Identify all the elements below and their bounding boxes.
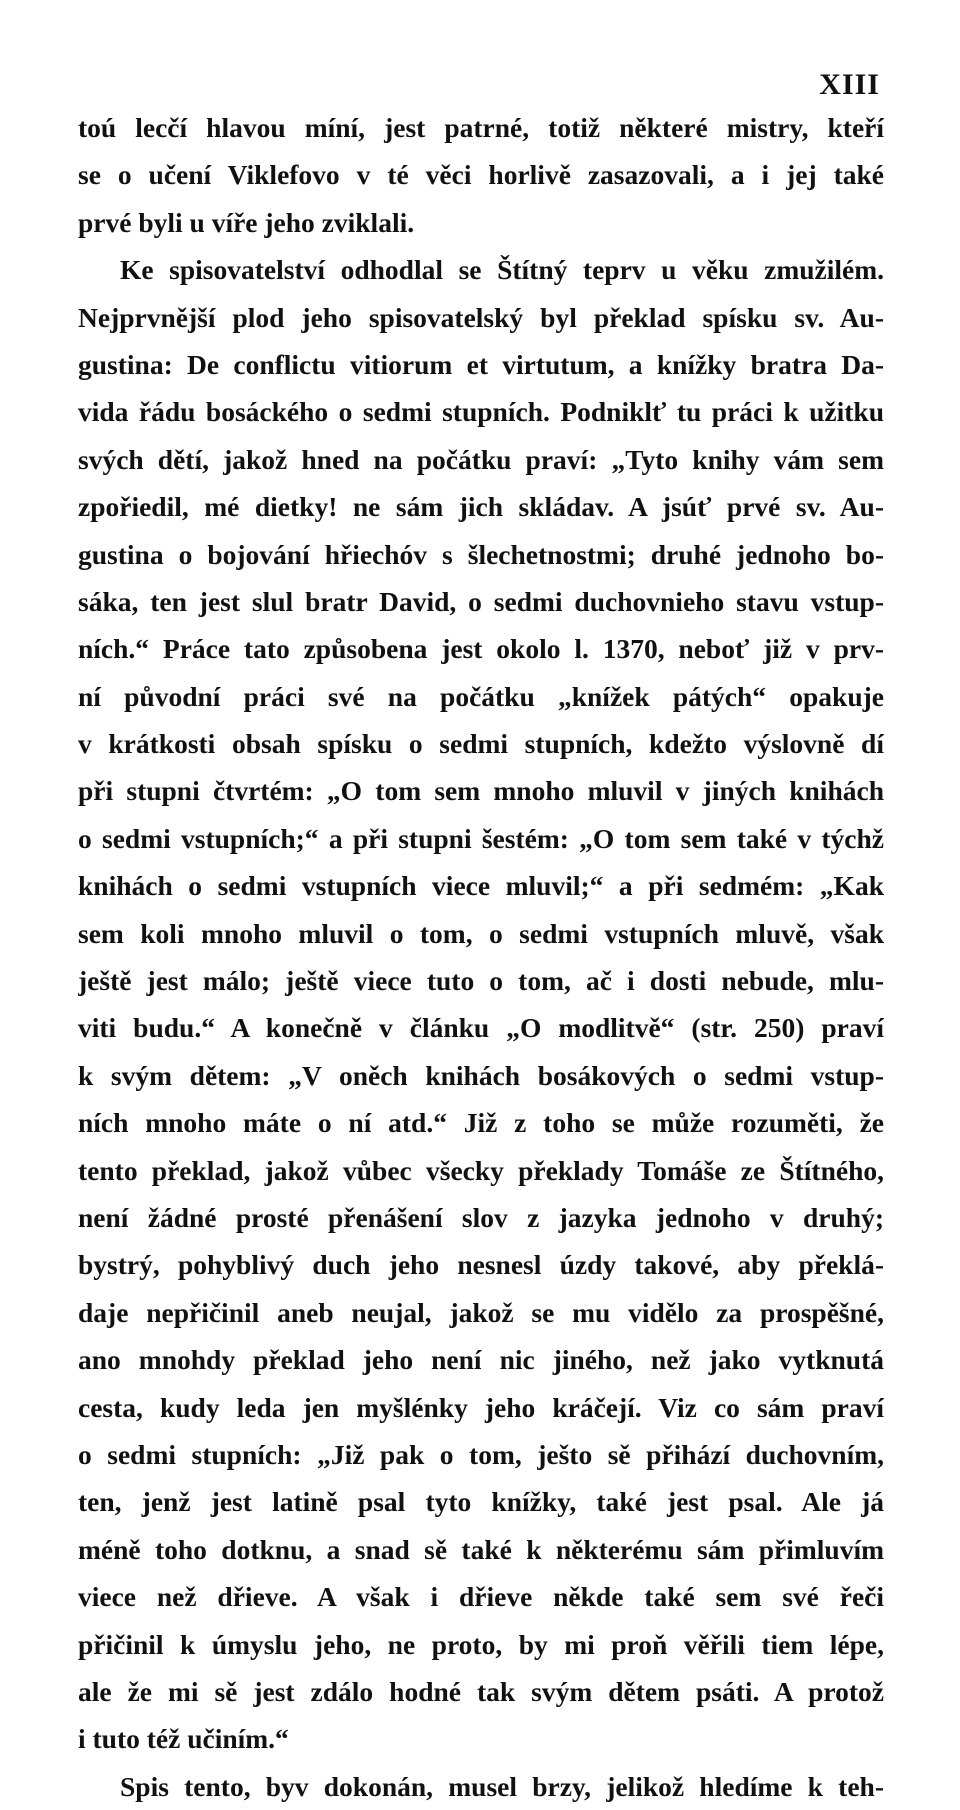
text-line: tento překlad, jakož vůbec všecky překlady Tomáše ze Štítného, (78, 1154, 884, 1186)
text-line: sem koli mnoho mluvil o tom, o sedmi vstupních mluvě, však (78, 917, 884, 949)
text-line: gustina: De conflictu vitiorum et virtutum, a knížky bratra Da- (78, 348, 884, 380)
text-line: toú lecčí hlavou míní, jest patrné, totiž některé mistry, kteří (78, 112, 884, 143)
text-line: knihách o sedmi vstupních viece mluvil;“ a při sedmém: „Kak (78, 870, 884, 902)
text-line: daje nepřičinil aneb neujal, jakož se mu vidělo za prospěšné, (78, 1296, 884, 1328)
text-line: vida řádu bosáckého o sedmi stupních. Podniklť tu práci k užitku (78, 396, 884, 428)
text-line: viti budu.“ A konečně v článku „O modlitvě“ (str. 250) praví (78, 1012, 884, 1044)
text-line: gustina o bojování hřiechóv s šlechetnostmi; druhé jednoho bo- (78, 538, 884, 570)
text-line: bystrý, pohyblivý duch jeho nesnesl úzdy takové, aby překlá- (78, 1249, 884, 1281)
text-line: při stupni čtvrtém: „O tom sem mnoho mluvil v jiných knihách (78, 775, 884, 807)
text-line: sáka, ten jest slul bratr David, o sedmi duchovnieho stavu vstup- (78, 585, 884, 617)
text-line: zpořiedil, mé dietky! ne sám jich skládav. A jsúť prvé sv. Au- (78, 491, 884, 523)
text-line: přičinil k úmyslu jeho, ne proto, by mi proň věřili tiem lépe, (78, 1628, 884, 1660)
text-line: méně toho dotknu, a snad sě také k některému sám přimluvím (78, 1533, 884, 1565)
text-line: ní původní práci své na počátku „knížek pátých“ opakuje (78, 680, 884, 712)
text-line: v krátkosti obsah spísku o sedmi stupních, kdežto výslovně dí (78, 728, 884, 760)
text-line: Ke spisovatelství odhodlal se Štítný teprv u věku zmužilém. (120, 254, 884, 286)
text-line: Nejprvnější plod jeho spisovatelský byl překlad spísku sv. Au- (78, 301, 884, 333)
text-line: Spis tento, byv dokonán, musel brzy, jelikož hledíme k teh- (120, 1770, 884, 1802)
text-line: ještě jest málo; ještě viece tuto o tom, ač i dosti nebude, mlu- (78, 965, 884, 997)
text-line: ten, jenž jest latině psal tyto knížky, také jest psal. Ale já (78, 1486, 884, 1518)
text-line: ano mnohdy překlad jeho není nic jiného, než jako vytknutá (78, 1344, 884, 1376)
text-line: i tuto též učiním.“ (78, 1723, 289, 1755)
text-line: o sedmi stupních: „Již pak o tom, ješto sě přihází duchovním, (78, 1438, 884, 1470)
text-line: k svým dětem: „V oněch knihách bosákových o sedmi vstup- (78, 1059, 884, 1091)
text-line: ních.“ Práce tato způsobena jest okolo l. 1370, neboť již v prv- (78, 633, 884, 665)
text-line: o sedmi vstupních;“ a při stupni šestém: „O tom sem také v týchž (78, 822, 884, 854)
text-line: cesta, kudy leda jen myšlénky jeho kráčejí. Viz co sám praví (78, 1391, 884, 1423)
text-line: se o učení Viklefovo v té věci horlivě zasazovali, a i jej také (78, 159, 884, 191)
page-number: XIII (819, 68, 880, 101)
body-text (78, 104, 884, 1810)
text-line: ních mnoho máte o ní atd.“ Již z toho se může rozuměti, že (78, 1107, 884, 1139)
text-line: prvé byli u víře jeho zviklali. (78, 206, 415, 238)
text-line: svých dětí, jakož hned na počátku praví: „Tyto knihy vám sem (78, 443, 884, 475)
text-line: není žádné prosté přenášení slov z jazyka jednoho v druhý; (78, 1201, 884, 1233)
text-line: ale že mi sě jest zdálo hodné tak svým dětem psáti. A protož (78, 1675, 884, 1707)
text-line: viece než dřieve. A však i dřieve někde také sem své řeči (78, 1581, 884, 1613)
